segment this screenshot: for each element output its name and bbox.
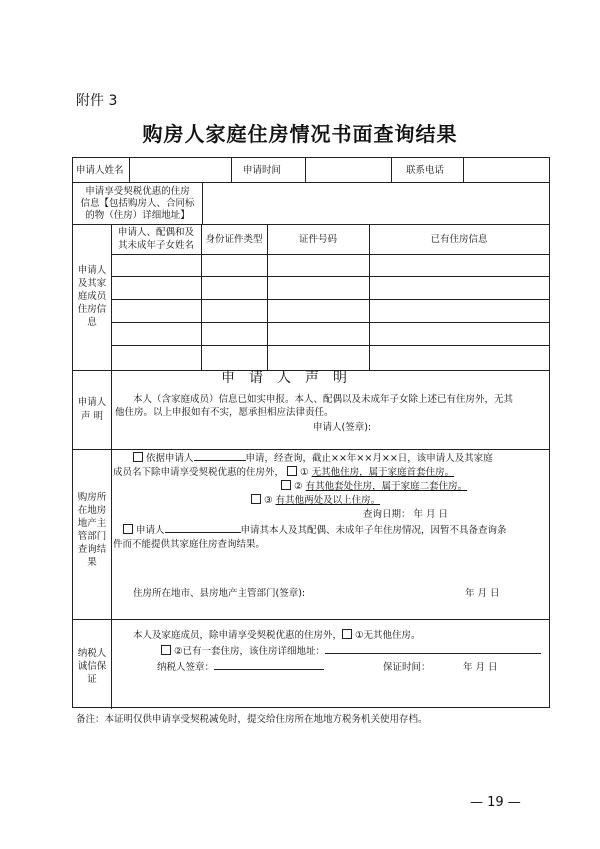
- apply-time-label: 申请时间: [243, 165, 282, 176]
- checkbox-taxpayer-no-housing[interactable]: [342, 629, 352, 639]
- row-divider: [111, 276, 549, 277]
- query-text: 申请，经查询，截止××年××月××日，该申请人及其家庭: [245, 453, 493, 464]
- guarantee-time: 保证时间：: [383, 662, 431, 673]
- housing-section-label: 息: [87, 317, 97, 328]
- taxpayer-text: 本人及家庭成员，除申请享受契税优惠的住房外，: [133, 630, 343, 641]
- checkbox-cannot-query[interactable]: [123, 524, 133, 534]
- taxpayer-sign: [157, 661, 324, 674]
- declaration-label: 声 明: [80, 411, 104, 422]
- option-text: 有其他两处及以上住房。: [275, 495, 381, 506]
- taxpayer-label: 证: [87, 674, 97, 685]
- query-result-label: 果: [87, 557, 97, 568]
- taxpayer-line-2: [161, 645, 541, 658]
- option-text: 无其他住房，属于家庭首套住房。: [311, 467, 455, 478]
- taxpayer-option: ①无其他住房。: [355, 630, 421, 641]
- page-number: — 19 —: [470, 795, 521, 810]
- existing-housing-header: 已有住房信息: [430, 234, 488, 245]
- query-para-2-line2: 件而不能提供其家庭住房查询结果。: [113, 539, 266, 550]
- declaration-text: 本人（含家庭成员）信息已如实申报。本人、配偶以及未成年子女除上述已有住房外，无其: [133, 394, 514, 405]
- declaration-label: 申请人: [77, 397, 107, 408]
- housing-section-label: 及其家: [77, 278, 107, 289]
- id-number-header: 证件号码: [298, 234, 337, 245]
- remark-note: 备注：本证明仅供申请享受契税减免时，提交给住房所在地地方税务机关使用存档。: [76, 714, 428, 725]
- checkbox-taxpayer-one-housing[interactable]: [161, 645, 171, 655]
- checkbox-multiple-housing[interactable]: [251, 494, 261, 504]
- applicant-blank[interactable]: [165, 532, 241, 533]
- query-para-1: [133, 452, 493, 465]
- row-divider: [73, 224, 549, 225]
- declaration-heading: 申请人声明: [221, 370, 361, 386]
- row-divider: [111, 345, 549, 346]
- query-text: 依据申请人: [146, 453, 194, 464]
- declaration-sign: 申请人(签章):: [313, 422, 372, 433]
- applicant-blank[interactable]: [194, 460, 246, 461]
- query-result-label: 地产主: [77, 518, 107, 529]
- dept-date: 年 月 日: [465, 588, 500, 599]
- query-date: 查询日期： 年 月 日: [363, 509, 449, 520]
- row-divider: [111, 254, 549, 255]
- col-divider: [202, 182, 203, 224]
- col-divider: [111, 224, 112, 709]
- applicant-name-label: 申请人姓名: [76, 165, 124, 176]
- query-form-table: [72, 157, 550, 708]
- row-divider: [73, 449, 549, 450]
- member-name-header: 申请人、配偶和及: [117, 227, 194, 238]
- housing-section-label: 申请人: [77, 265, 107, 276]
- col-divider: [463, 158, 464, 182]
- row-divider: [111, 322, 549, 323]
- col-divider: [231, 158, 232, 182]
- option-number: ②: [294, 481, 303, 492]
- declaration-text: 他住房。以上申报如有不实，愿承担相应法律责任。: [115, 407, 334, 418]
- checkbox-second-housing[interactable]: [281, 480, 291, 490]
- property-info-label: 的物（住房）详细地址】: [85, 210, 190, 221]
- property-info-label: 申请享受契税优惠的住房: [85, 186, 190, 197]
- checkbox-no-other-housing[interactable]: [287, 466, 297, 476]
- attachment-label: 附件 3: [76, 93, 118, 109]
- query-para-2: [123, 524, 507, 537]
- taxpayer-line-1: [133, 629, 421, 642]
- taxpayer-label: 诚信保: [77, 661, 107, 672]
- contact-phone-label: 联系电话: [406, 165, 445, 176]
- option-number: ③: [264, 495, 273, 506]
- page-title: 购房人家庭住房情况书面查询结果: [142, 122, 458, 146]
- checkbox-query-result[interactable]: [133, 452, 143, 462]
- housing-section-label: 庭成员: [77, 291, 107, 302]
- query-option-2: [281, 480, 467, 493]
- option-text: 有其他套处住房，属于家庭二套住房。: [305, 481, 468, 492]
- taxpayer-option: ②已有一套住房，该住房详细地址：: [174, 646, 326, 657]
- query-option-3: [251, 494, 380, 507]
- query-result-label: 查询结: [77, 544, 107, 555]
- query-para-1-line2: [113, 466, 454, 479]
- taxpayer-sign-label: 纳税人签章：: [157, 662, 215, 673]
- guarantee-date: 年 月 日: [463, 662, 498, 673]
- query-text: 申请人: [136, 525, 165, 536]
- signature-blank[interactable]: [214, 669, 324, 670]
- row-divider: [111, 299, 549, 300]
- row-divider: [73, 182, 549, 183]
- id-type-header: 身份证件类型: [205, 234, 263, 245]
- housing-section-label: 住房信: [77, 304, 107, 315]
- taxpayer-label: 纳税人: [77, 648, 107, 659]
- property-info-label: 信息【包括购房人、合同标: [80, 198, 195, 209]
- col-divider: [391, 158, 392, 182]
- row-divider: [73, 619, 549, 620]
- query-result-label: 管部门: [77, 531, 107, 542]
- query-text: 成员名下除申请享受契税优惠的住房外，: [113, 467, 285, 478]
- option-number: ①: [300, 467, 309, 478]
- col-divider: [305, 158, 306, 182]
- dept-sign: 住房所在地市、县房地产主管部门(签章):: [133, 588, 306, 599]
- address-blank[interactable]: [325, 653, 541, 654]
- member-name-header: 其未成年子女姓名: [117, 240, 194, 251]
- query-result-label: 在地房: [77, 505, 107, 516]
- col-divider: [129, 158, 130, 182]
- query-result-label: 购房所: [77, 492, 107, 503]
- query-text: 申请其本人及其配偶、未成年子年住房情况，因暂不具备查询条: [240, 525, 507, 536]
